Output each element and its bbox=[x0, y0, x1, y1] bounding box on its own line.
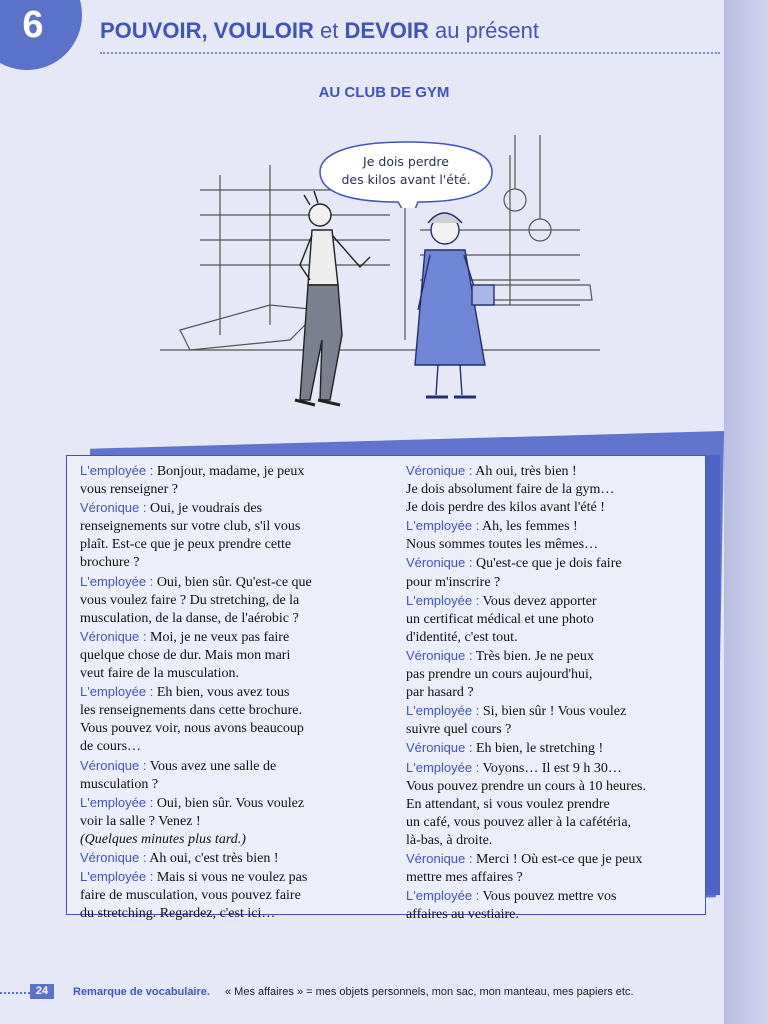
dialogue-text: Vous pouvez mettre vos bbox=[479, 889, 617, 905]
page-number: 24 bbox=[30, 984, 54, 999]
dialogue-line bbox=[406, 869, 702, 887]
dialogue-line bbox=[80, 665, 380, 683]
dialogue-line bbox=[406, 906, 702, 924]
dialogue-line bbox=[80, 592, 380, 610]
dialogue-text: Oui, bien sûr. Qu'est-ce que bbox=[153, 574, 312, 590]
dialogue-line bbox=[406, 462, 702, 481]
dialogue-line bbox=[80, 647, 380, 665]
dialogue-text: Ah oui, c'est très bien ! bbox=[146, 850, 279, 866]
speaker-label: L'employée : bbox=[406, 759, 480, 775]
dialogue-text: Voyons… Il est 9 h 30… bbox=[479, 760, 622, 776]
dialogue-text: Vous pouvez prendre un cours à 10 heures. bbox=[406, 778, 647, 794]
dialogue-text: suivre quel cours ? bbox=[406, 722, 512, 738]
dialogue-text: un certificat médical et une photo bbox=[406, 611, 594, 627]
dialogue-text: voir la salle ? Venez ! bbox=[80, 813, 201, 829]
dialogue-text: vous renseigner ? bbox=[80, 482, 178, 498]
dialogue-line bbox=[406, 517, 702, 536]
dialogue-line bbox=[406, 684, 702, 702]
dialogue-column-right bbox=[406, 462, 702, 924]
footer-dots bbox=[0, 992, 30, 994]
dialogue-line bbox=[80, 813, 380, 831]
speaker-label: L'employée : bbox=[80, 684, 154, 700]
dialogue-text: d'identité, c'est tout. bbox=[406, 629, 518, 645]
figure-right bbox=[415, 213, 494, 397]
dialogue-text: Je dois perdre des kilos avant l'été ! bbox=[406, 500, 605, 516]
dialogue-box bbox=[66, 455, 706, 923]
title-part-1: POUVOIR, VOULOIR bbox=[100, 18, 314, 43]
speaker-label: Véronique : bbox=[406, 647, 473, 663]
dialogue-text: Eh bien, le stretching ! bbox=[472, 741, 604, 757]
dialogue-text: Je dois absolument faire de la gym… bbox=[406, 482, 615, 498]
speaker-label: L'employée : bbox=[80, 573, 154, 589]
dialogue-line bbox=[80, 720, 380, 738]
dialogue-line bbox=[80, 481, 380, 499]
dialogue-line bbox=[406, 481, 702, 499]
title-part-2: et bbox=[320, 18, 339, 43]
dialogue-line bbox=[406, 666, 702, 684]
figure-left bbox=[295, 191, 370, 405]
dialogue-line bbox=[406, 574, 702, 592]
speaker-label: L'employée : bbox=[406, 518, 480, 534]
dialogue-text: Moi, je ne veux pas faire bbox=[146, 629, 290, 645]
dialogue-text: pour m'inscrire ? bbox=[406, 574, 501, 590]
title-part-4: au présent bbox=[435, 18, 539, 43]
dialogue-line bbox=[406, 702, 702, 721]
dialogue-line bbox=[406, 759, 702, 778]
speaker-label: L'employée : bbox=[80, 869, 154, 885]
dialogue-text: Bonjour, madame, je peux bbox=[153, 464, 305, 479]
dialogue-line bbox=[80, 887, 380, 905]
speaker-label: Véronique : bbox=[80, 500, 147, 516]
dialogue-text: Ah oui, très bien ! bbox=[472, 464, 577, 479]
speaker-label: L'employée : bbox=[406, 703, 480, 719]
dialogue-text: En attendant, si vous voulez prendre bbox=[406, 796, 610, 812]
dialogue-text: Oui, je voudrais des bbox=[146, 501, 262, 517]
dialogue-line bbox=[406, 629, 702, 647]
dialogue-line bbox=[80, 738, 380, 756]
dialogue-line bbox=[80, 499, 380, 518]
dialogue-text: Qu'est-ce que je dois faire bbox=[472, 556, 622, 572]
speaker-label: Véronique : bbox=[406, 850, 473, 866]
dialogue-line bbox=[406, 850, 702, 869]
dialogue-text: Vous avez une salle de bbox=[146, 758, 277, 774]
bubble-line-2: des kilos avant l'été. bbox=[341, 172, 471, 187]
page-footer bbox=[0, 984, 724, 1004]
dialogue-text: musculation, de la danse, de l'aérobic ? bbox=[80, 610, 299, 626]
unit-badge bbox=[0, 0, 82, 70]
dialogue-text: Ah, les femmes ! bbox=[479, 519, 578, 535]
dialogue-text: musculation ? bbox=[80, 776, 159, 792]
dialogue-line bbox=[80, 554, 380, 572]
dialogue-line bbox=[406, 554, 702, 573]
dialogue-line bbox=[80, 573, 380, 592]
dialogue-text: là-bas, à droite. bbox=[406, 832, 493, 848]
dialogue-line bbox=[80, 776, 380, 794]
dialogue-text: Très bien. Je ne peux bbox=[472, 648, 594, 664]
stage-direction: (Quelques minutes plus tard.) bbox=[80, 831, 246, 847]
dialogue-text: veut faire de la musculation. bbox=[80, 666, 239, 682]
speaker-label: Véronique : bbox=[80, 849, 147, 865]
dialogue-text: par hasard ? bbox=[406, 685, 474, 701]
dialogue-text: Nous sommes toutes les mêmes… bbox=[406, 537, 599, 553]
dialogue-text: Merci ! Où est-ce que je peux bbox=[472, 851, 643, 867]
dialogue-line bbox=[406, 647, 702, 666]
dialogue-line bbox=[80, 702, 380, 720]
dialogue-line bbox=[80, 628, 380, 647]
dialogue-line bbox=[80, 905, 380, 923]
dialogue-line bbox=[406, 778, 702, 796]
dialogue-text: brochure ? bbox=[80, 555, 140, 571]
dialogue-line bbox=[406, 592, 702, 611]
dialogue-text: pas prendre un cours aujourd'hui, bbox=[406, 667, 593, 683]
dialogue-line bbox=[406, 721, 702, 739]
dialogue-line bbox=[406, 796, 702, 814]
dialogue-text: Oui, bien sûr. Vous voulez bbox=[153, 795, 305, 811]
dialogue-line bbox=[80, 518, 380, 536]
dialogue-line bbox=[406, 536, 702, 554]
dialogue-text: renseignements sur votre club, s'il vous bbox=[80, 519, 301, 535]
dialogue-text: plaît. Est-ce que je peux prendre cette bbox=[80, 537, 292, 553]
dialogue-column-left bbox=[80, 462, 380, 923]
dialogue-text: Vous devez apporter bbox=[479, 593, 597, 609]
speaker-label: Véronique : bbox=[406, 463, 473, 478]
dialogue-line bbox=[80, 536, 380, 554]
vocab-text: « Mes affaires » = mes objets personnels, mon sac, mon manteau, mes papiers etc. bbox=[225, 986, 634, 998]
dialogue-line bbox=[80, 849, 380, 868]
dialogue-line bbox=[80, 462, 380, 481]
title-part-3: DEVOIR bbox=[344, 18, 429, 43]
dialogue-line bbox=[80, 683, 380, 702]
dialogue-line bbox=[406, 499, 702, 517]
dialogue-line bbox=[406, 739, 702, 758]
dialogue-line bbox=[406, 832, 702, 850]
dialogue-text: quelque chose de dur. Mais mon mari bbox=[80, 647, 291, 663]
speaker-label: Véronique : bbox=[406, 740, 473, 756]
speaker-label: L'employée : bbox=[406, 888, 480, 904]
dialogue-line bbox=[406, 814, 702, 832]
dialogue-text: Vous pouvez voir, nous avons beaucoup bbox=[80, 721, 304, 737]
dialogue-text: Eh bien, vous avez tous bbox=[153, 685, 290, 701]
vocab-label: Remarque de vocabulaire. bbox=[73, 986, 210, 998]
dialogue-text: affaires au vestiaire. bbox=[406, 907, 519, 923]
dialogue-line bbox=[406, 611, 702, 629]
dialogue-line bbox=[80, 794, 380, 813]
page-edge bbox=[724, 0, 768, 1024]
section-subtitle: AU CLUB DE GYM bbox=[318, 84, 450, 101]
dialogue-line bbox=[406, 887, 702, 906]
dialogue-text: du stretching. Regardez, c'est ici… bbox=[80, 906, 276, 922]
dialogue-line bbox=[80, 757, 380, 776]
speaker-label: L'employée : bbox=[80, 463, 154, 478]
speaker-label: L'employée : bbox=[80, 794, 154, 810]
dialogue-text: un café, vous pouvez aller à la cafétéria, bbox=[406, 814, 632, 830]
dialogue-text: Mais si vous ne voulez pas bbox=[153, 870, 308, 886]
dialogue-text: Si, bien sûr ! Vous voulez bbox=[479, 704, 627, 720]
dialogue-line bbox=[80, 610, 380, 628]
dialogue-text: de cours… bbox=[80, 739, 142, 755]
dialogue-line bbox=[80, 831, 380, 849]
dialogue-text: les renseignements dans cette brochure. bbox=[80, 703, 302, 719]
unit-number: 6 bbox=[22, 4, 44, 46]
dialogue-text: faire de musculation, vous pouvez faire bbox=[80, 888, 301, 904]
dialogue-text: mettre mes affaires ? bbox=[406, 870, 523, 886]
speech-bubble-text bbox=[330, 153, 482, 189]
bubble-line-1: Je dois perdre bbox=[363, 154, 449, 169]
speaker-label: Véronique : bbox=[80, 757, 147, 773]
dialogue-text: vous voulez faire ? Du stretching, de la bbox=[80, 592, 300, 608]
dialogue-line bbox=[80, 868, 380, 887]
speaker-label: Véronique : bbox=[406, 555, 473, 571]
page-title bbox=[100, 18, 720, 54]
speaker-label: L'employée : bbox=[406, 592, 480, 608]
speaker-label: Véronique : bbox=[80, 628, 147, 644]
